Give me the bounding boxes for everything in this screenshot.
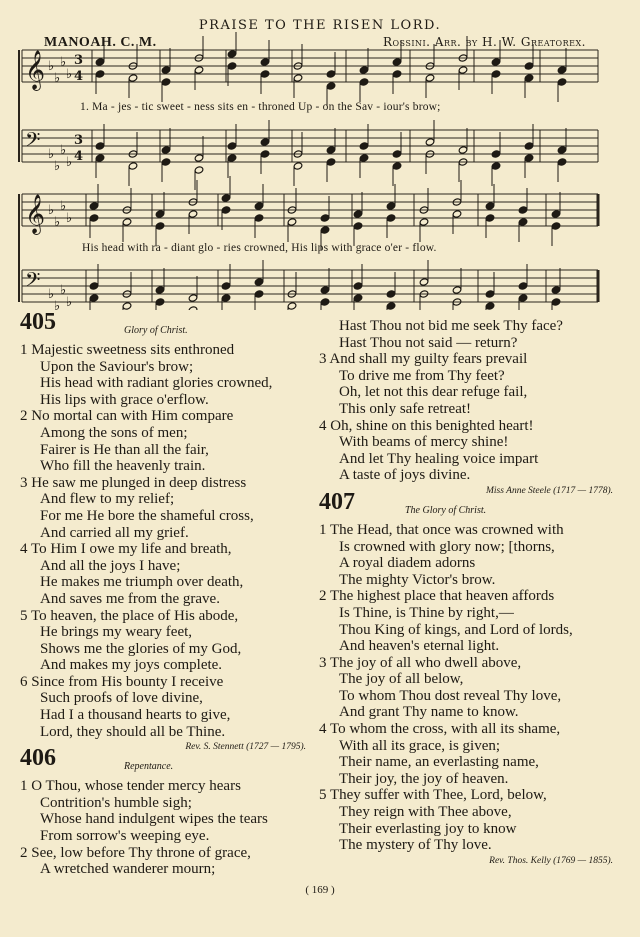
verse-line: Shows me the glories of my God, — [40, 640, 242, 657]
svg-text:♭: ♭ — [66, 295, 73, 310]
hymn-subtitle: Repentance. — [124, 761, 174, 773]
svg-text:♭: ♭ — [48, 147, 55, 162]
verse-line: The mighty Victor's brow. — [339, 571, 496, 588]
verse-line: For me He bore the shameful cross, — [40, 507, 254, 524]
music-score — [0, 0, 640, 310]
verse-line: 4 To Him I owe my life and breath, — [20, 541, 232, 558]
verse-line: 4 Oh, shine on this benighted heart! — [319, 417, 534, 434]
verse-line: The joy of all below, — [339, 671, 464, 688]
verse-line: Hast Thou not bid me seek Thy face? — [339, 318, 563, 334]
text-column-left — [20, 309, 312, 878]
hymn-406-verses-continued — [319, 318, 619, 484]
verse-line: 1 Majestic sweetness sits enthroned — [20, 342, 235, 358]
hymn-407-verses — [319, 522, 619, 854]
hymn-attribution: Rev. S. Stennett (1727 — 1795). — [185, 742, 306, 753]
verse-line: And heaven's eternal light. — [339, 638, 500, 655]
svg-text:♭: ♭ — [54, 299, 61, 310]
hymn-number: 407 — [319, 488, 355, 515]
verse-line: Who fill the heavenly train. — [40, 458, 206, 475]
svg-text:♭: ♭ — [48, 203, 55, 218]
svg-text:3: 3 — [74, 53, 84, 68]
text-column-right — [319, 318, 619, 868]
verse-line: And makes my joys complete. — [40, 657, 223, 674]
verse-line: Is Thine, is Thine by right,— — [339, 604, 514, 621]
page-number: ( 169 ) — [305, 884, 335, 896]
svg-text:4: 4 — [74, 149, 84, 164]
verse-line: A royal diadem adorns — [339, 555, 476, 572]
verse-line: To drive me from Thy feet? — [339, 367, 505, 384]
verse-line: Their name, an everlasting name, — [339, 754, 539, 771]
svg-text:♭: ♭ — [66, 155, 73, 170]
verse-line: Lord, they should all be Thine. — [40, 723, 226, 740]
verse-line: And flew to my relief; — [40, 491, 175, 508]
verse-line: His head with radiant glories crowned, — [40, 375, 273, 392]
svg-text:♭: ♭ — [60, 55, 67, 70]
svg-text:♭: ♭ — [60, 143, 67, 158]
svg-text:♭: ♭ — [54, 159, 61, 174]
verse-line: 3 The joy of all who dwell above, — [319, 654, 522, 671]
verse-line: Had I a thousand hearts to give, — [40, 707, 231, 724]
svg-text:𝄢: 𝄢 — [25, 268, 41, 296]
verse-line: With beams of mercy shine! — [339, 434, 509, 451]
verse-line: His lips with grace o'erflow. — [40, 391, 209, 408]
verse-line: Upon the Saviour's brow; — [40, 358, 194, 375]
hymn-subtitle: Glory of Christ. — [124, 325, 188, 336]
verse-line: The mystery of Thy love. — [339, 837, 492, 854]
verse-line: And carried all my grief. — [40, 524, 189, 541]
svg-text:𝄞: 𝄞 — [25, 50, 46, 90]
hymn-attribution: Miss Anne Steele (1717 — 1778). — [486, 485, 613, 496]
verse-line: 4 To whom the cross, with all its shame, — [319, 721, 561, 738]
verse-line: 3 He saw me plunged in deep distress — [20, 474, 247, 491]
verse-line: 2 No mortal can with Him compare — [20, 408, 234, 425]
svg-text:♭: ♭ — [60, 199, 67, 214]
verse-line: And saves me from the grave. — [40, 590, 220, 607]
lyrics-line-2: His head with ra - diant glo - ries crowned, His lips with grace o'er - flow. — [82, 242, 437, 254]
verse-line: He brings my weary feet, — [40, 624, 193, 641]
verse-line: Whose hand indulgent wipes the tears — [40, 811, 268, 828]
verse-line: And let Thy healing voice impart — [339, 450, 539, 467]
hymn-number: 405 — [20, 309, 56, 335]
verse-line: Fairer is He than all the fair, — [40, 441, 209, 458]
page-title: PRAISE TO THE RISEN LORD. — [198, 18, 442, 33]
svg-text:♭: ♭ — [48, 287, 55, 302]
verse-line: 1 O Thou, whose tender mercy hears — [20, 778, 241, 795]
svg-text:3: 3 — [74, 133, 84, 148]
verse-line: A wretched wanderer mourn; — [40, 861, 216, 878]
hymn-subtitle: The Glory of Christ. — [405, 504, 487, 516]
verse-line: With all its grace, is given; — [339, 737, 501, 754]
verse-line: Thou King of kings, and Lord of lords, — [339, 621, 573, 638]
svg-text:♭: ♭ — [66, 67, 73, 82]
verse-line: 2 See, low before Thy throne of grace, — [20, 844, 251, 861]
lyrics-line-1: 1. Ma - jes - tic sweet - ness sits en - throned Up - on the Sav - iour's brow; — [80, 101, 441, 113]
svg-text:♭: ♭ — [54, 71, 61, 86]
verse-line: Oh, let not this dear refuge fail, — [339, 384, 528, 401]
verse-line: Is crowned with glory now; [thorns, — [339, 538, 555, 555]
verse-line: 5 They suffer with Thee, Lord, below, — [319, 787, 547, 804]
svg-text:4: 4 — [74, 69, 84, 84]
hymn-attribution: Rev. Thos. Kelly (1769 — 1855). — [489, 855, 613, 866]
verse-line: 3 And shall my guilty fears prevail — [319, 351, 528, 368]
svg-text:♭: ♭ — [54, 215, 61, 230]
tune-credit: Rossini. Arr. by H. W. Greatorex. — [382, 35, 586, 49]
hymn-405-verses — [20, 342, 312, 740]
svg-text:♭: ♭ — [60, 283, 67, 298]
verse-line: Their everlasting joy to know — [339, 820, 517, 837]
verse-line: 2 The highest place that heaven affords — [319, 588, 555, 605]
svg-text:𝄞: 𝄞 — [25, 194, 46, 234]
hymn-number: 406 — [20, 745, 56, 772]
svg-text:𝄢: 𝄢 — [25, 128, 41, 156]
verse-line: Contrition's humble sigh; — [40, 794, 192, 811]
hymn-406-verses-start — [20, 778, 312, 878]
tune-name: MANOAH. C. M. — [44, 35, 157, 50]
verse-line: Their joy, the joy of heaven. — [339, 770, 509, 787]
verse-line: Hast Thou not said — return? — [339, 334, 518, 351]
verse-line: From sorrow's weeping eye. — [40, 828, 210, 845]
verse-line: A taste of joys divine. — [339, 467, 471, 484]
verse-line: Among the sons of men; — [40, 424, 188, 441]
verse-line: And grant Thy name to know. — [339, 704, 519, 721]
verse-line: They reign with Thee above, — [339, 804, 512, 821]
svg-text:♭: ♭ — [48, 59, 55, 74]
verse-line: 5 To heaven, the place of His abode, — [20, 607, 239, 624]
verse-line: To whom Thou dost reveal Thy love, — [339, 687, 562, 704]
verse-line: 1 The Head, that once was crowned with — [319, 521, 564, 538]
verse-line: He makes me triumph over death, — [40, 574, 244, 591]
verse-line: Such proofs of love divine, — [40, 690, 203, 707]
hymn-405-header — [20, 309, 312, 342]
verse-line: This only safe retreat! — [339, 400, 472, 417]
verse-line: And all the joys I have; — [40, 557, 181, 574]
verse-line: 6 Since from His bounty I receive — [20, 673, 224, 690]
svg-text:♭: ♭ — [66, 211, 73, 226]
